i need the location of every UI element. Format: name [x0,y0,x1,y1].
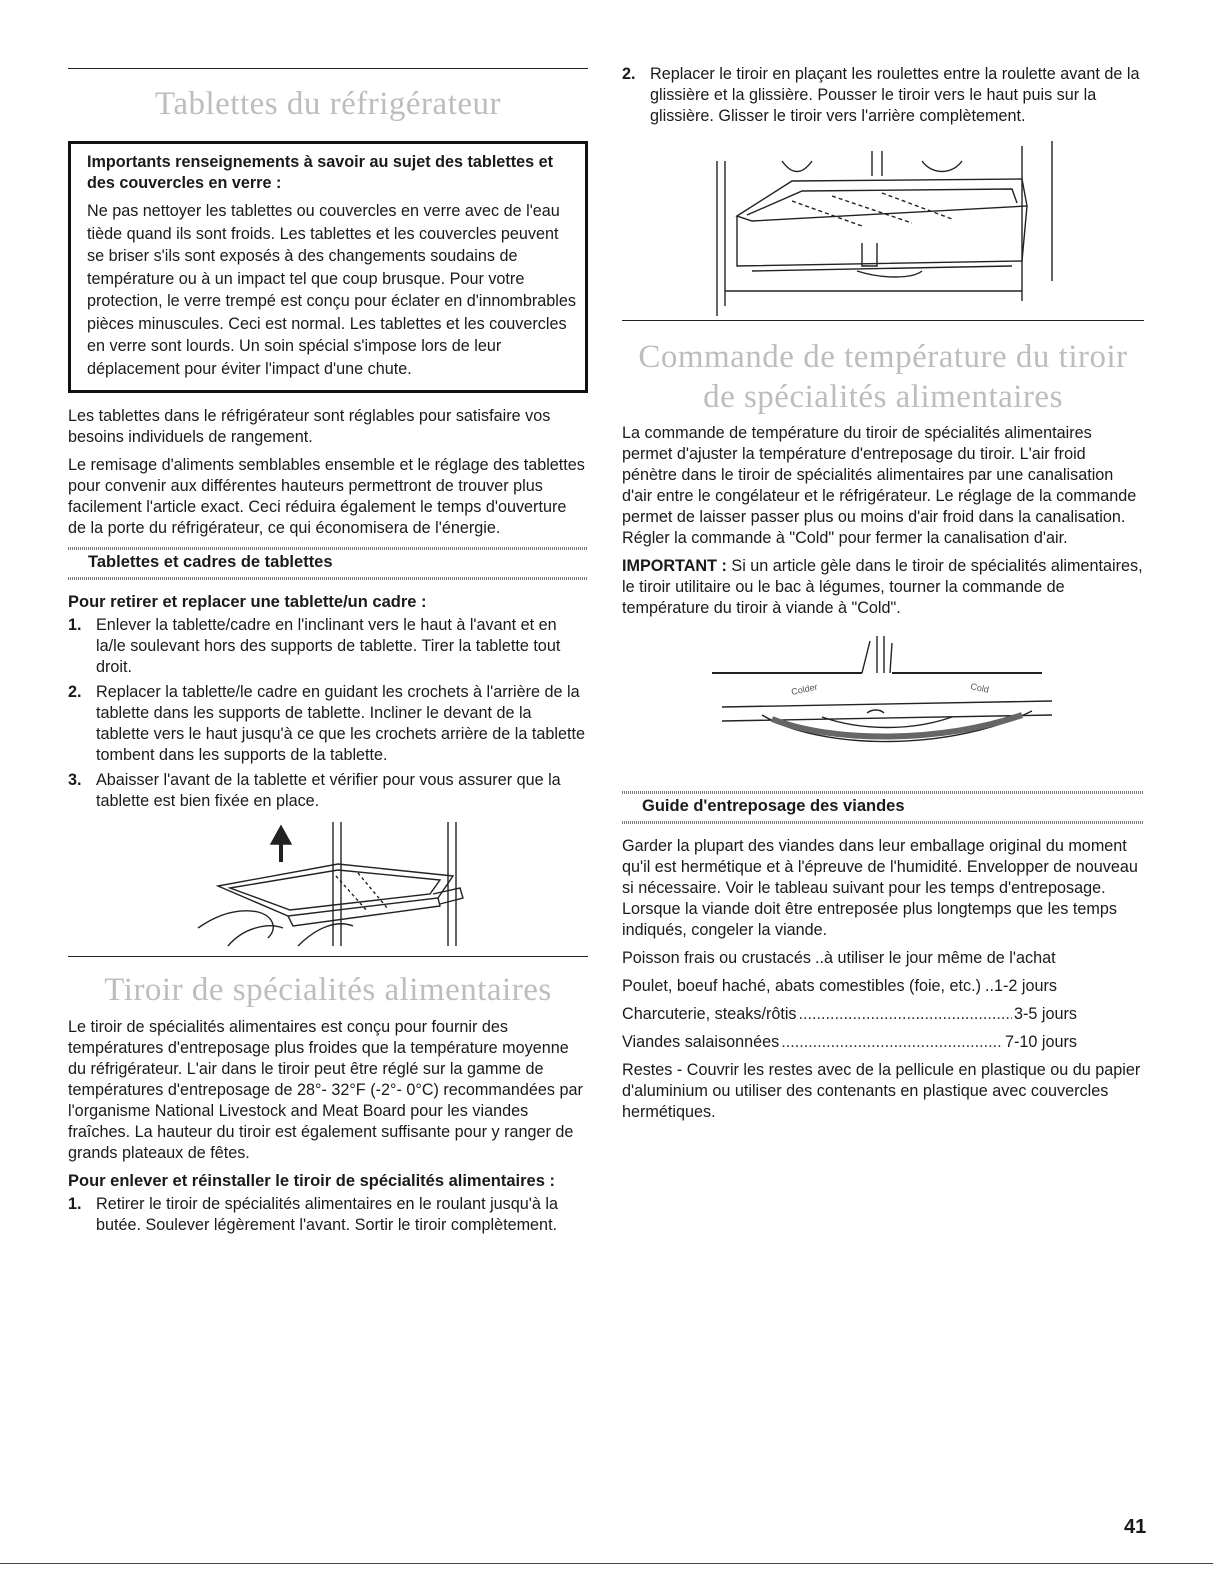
leftovers-text: Restes - Couvrir les restes avec de la pellicule en plastique ou du papier d'aluminium ou utiliser des contenants en plastique avec couvercles hermétiques. [622,1061,1141,1121]
left-column [68,0,588,1240]
meat-storage-text: Garder la plupart des viandes dans leur emballage original du moment qu'il est hermétique et à l'épreuve de l'humidité. Envelopper de nouveau si nécessaire. Voir le tableau suivant pour les temps d'entreposage. Lorsque la viande doit être entreposée plus longtemps que les temps indiqués, congeler la viande. [622,837,1138,939]
shelves-intro: Les tablettes dans le réfrigérateur sont réglables pour satisfaire vos besoins individuels de rangement. [68,407,551,446]
drawer-steps [68,1194,588,1236]
drawer-steps-continued [622,64,1144,127]
drawer-illustration [622,131,1144,316]
specialty-drawer-text: Le tiroir de spécialités alimentaires est conçu pour fournir des températures d'entreposage plus froides que la température moyenne du réfrigérateur. L'air dans le tiroir peut être réglé sur la gamme de températures d'entreposage de 28°- 32°F (-2°- 0°C) recommandées par l'organisme National Livestock and Meat Board pour les viandes fraîches. La hauteur du tiroir est également suffisante pour y ranger de grands plateaux de fêtes. [68,1018,583,1162]
storage-row-cured: Viandes salaisonnées ..... 7-10 jours [622,1032,1077,1053]
dial-colder-label: Colder [790,681,819,697]
list-item: 1. Enlever la tablette/cadre en l'inclinant vers le haut à l'avant et en la/le soulevant hors des supports de tablette. Tirer la tablette tout droit. [68,616,561,676]
subhead-meat-storage: Guide d'entreposage des viandes [622,791,1144,824]
list-item: 1. Retirer le tiroir de spécialités alimentaires en le roulant jusqu'à la butée. Soulever légèrement l'avant. Sortir le tiroir complètement. [68,1195,558,1234]
list-item: 3. Abaisser l'avant de la tablette et vérifier pour vous assurer que la tablette est bien fixée en place. [68,771,561,810]
temp-control-text: La commande de température du tiroir de spécialités alimentaires permet d'ajuster la température d'entreposage du tiroir. L'air froid pénètre dans le tiroir de spécialités alimentaires par une canalisation d'air entre le congélateur et le réfrigérateur. Le réglage de la commande permet de laisser passer plus ou moins d'air froid dans la canalisation. Régler la commande à "Cold" pour fermer la canalisation d'air. [622,424,1137,547]
temperature-dial-illustration [622,631,1144,781]
shelf-illustration [68,816,588,956]
important-note: IMPORTANT : Si un article gèle dans le tiroir de spécialités alimentaires, le tiroir utilitaire ou le bac à légumes, tourner la commande de température du tiroir à viande à "Cold". [622,557,1143,617]
dial-cold-label: Cold [969,681,990,695]
subhead-shelves-frames: Tablettes et cadres de tablettes [68,547,588,580]
shelves-storage-tip: Le remisage d'aliments semblables ensemble et le réglage des tablettes pour convenir aux différentes hauteurs permettront de trouver plus facilement l'article exact. Ceci réduira également le temps d'ouverture de la porte du réfrigérateur, ce qui économisera de l'énergie. [68,456,585,537]
section-title-specialty-drawer: Tiroir de spécialités alimentaires [104,972,552,1008]
title-rule-3 [622,320,1144,321]
list-item: 2. Replacer la tablette/le cadre en guidant les crochets à l'arrière de la tablette dans les supports de tablette. Incliner le devant de la tablette vers le haut jusqu'à ce que les crochets arrière de la tablette tombent dans les supports de la tablette. [68,683,586,764]
howto-remove-drawer-title: Pour enlever et réinstaller le tiroir de spécialités alimentaires : [68,1172,555,1190]
storage-row-fish: Poisson frais ou crustacés ..à utiliser le jour même de l'achat [622,949,1056,967]
title-rule [68,68,588,69]
title-rule-2 [68,956,588,957]
section-title-temp-control: Commande de température du tiroir de spécialités alimentaires [638,339,1128,415]
warning-text: Ne pas nettoyer les tablettes ou couvercles en verre avec de l'eau tiède quand ils sont froids. Les tablettes et les couvercles peuvent se briser s'ils sont exposés à des changements soudains de température ou à un impact tel que coup brusque. Pour votre protection, le verre trempé est conçu pour éclater en d'innombrables pièces minuscules. Ceci est normal. Les tablettes et les couvercles en verre sont lourds. Un soin spécial s'impose lors de leur déplacement pour éviter l'impact d'une chute. [87,202,576,378]
right-column [622,0,1144,1130]
bottom-rule [0,1563,1213,1564]
warning-title: Importants renseignements à savoir au sujet des tablettes et des couvercles en verre : [87,153,553,192]
important-label: IMPORTANT : [622,557,727,575]
list-item: 2. Replacer le tiroir en plaçant les roulettes entre la roulette avant de la glissière et la glissière. Pousser le tiroir vers le haut puis sur la glissière. Glisser le tiroir vers l'arrière complètement. [622,65,1140,125]
section-title-shelves: Tablettes du réfrigérateur [154,86,501,122]
shelf-steps [68,615,588,812]
page-number: 41 [1124,1516,1147,1538]
storage-row-deli: Charcuterie, steaks/rôtis ..... 3-5 jours [622,1004,1077,1025]
warning-box [68,141,588,393]
howto-remove-shelf-title: Pour retirer et replacer une tablette/un cadre : [68,593,427,611]
storage-row-poultry: Poulet, boeuf haché, abats comestibles (foie, etc.) ..1-2 jours [622,977,1058,995]
